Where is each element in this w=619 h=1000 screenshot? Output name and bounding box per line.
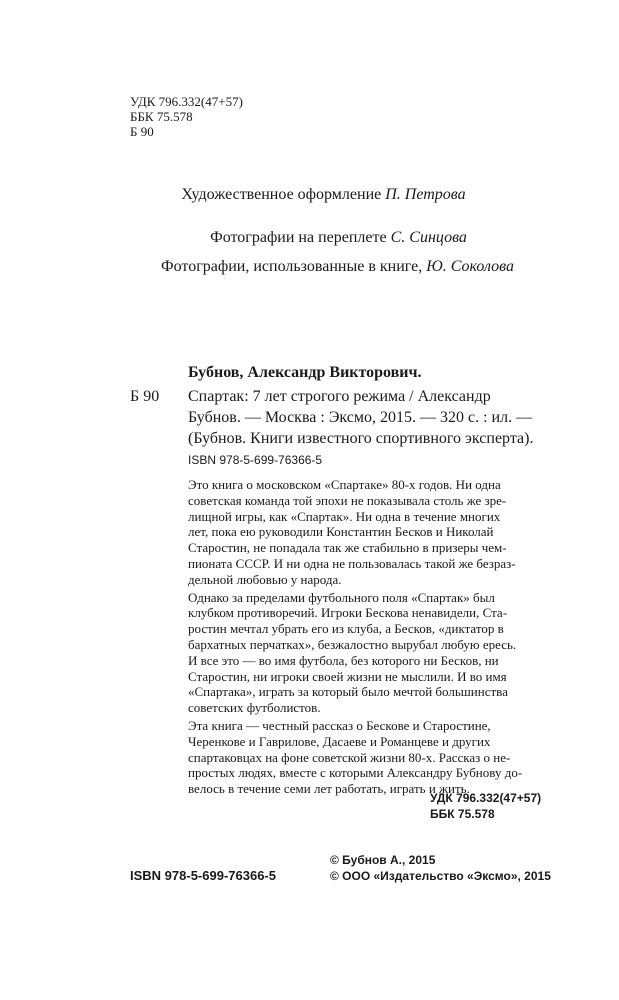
- design-credit: [0, 185, 619, 205]
- book-photos-credit: [0, 257, 619, 277]
- bib-text: [188, 386, 550, 449]
- footer-udk-code: УДК 796.332(47+57): [430, 791, 542, 805]
- annotation-line: дельной любовью у народа.: [188, 571, 342, 587]
- design-credit-label: Художественное оформление: [181, 186, 382, 203]
- bib-line: (Бубнов. Книги известного спортивного эксперта).: [188, 430, 534, 447]
- annotation-line: спартаковцах на фоне советской жизни 80-х. Рассказ о не-: [188, 749, 511, 765]
- annotation-line: ростин мечтал убрать его из клуба, а Бесков, «диктатор в: [188, 621, 504, 637]
- author-mark: Б 90: [130, 124, 154, 139]
- bib-line: Спартак: 7 лет строгого режима / Александр: [188, 388, 491, 405]
- annotation: [188, 477, 541, 797]
- annotation-line: советская команда той эпохи не показывала столь же зре-: [188, 492, 507, 508]
- bib-description: [130, 386, 550, 449]
- annotation-line: велось в течение семи лет работать, играть и жить.: [188, 781, 470, 797]
- credits: [0, 185, 619, 277]
- annotation-line: Черенкове и Гаврилове, Дасаеве и Романцеве и других: [188, 733, 491, 749]
- annotation-line: советских футболистов.: [188, 700, 321, 716]
- annotation-line: Старостин, не попадала так же стабильно в призеры чем-: [188, 540, 507, 556]
- footer-isbn: ISBN 978-5-699-76366-5: [130, 868, 276, 883]
- bbk-code: ББК 75.578: [130, 109, 193, 124]
- annotation-line: лищной игры, как «Спартак». Ни одна в течение многих: [188, 508, 501, 524]
- annotation-paragraph: [188, 477, 541, 588]
- cover-photos-label: Фотографии на переплете: [210, 229, 387, 246]
- bibliographic-record: [130, 362, 550, 468]
- footer-bbk-code: ББК 75.578: [430, 807, 495, 821]
- annotation-line: пионата СССР. И ни одна не пользовалась такой же безраз-: [188, 555, 516, 571]
- annotation-line: лет, пока ею руководили Константин Бесков и Николай: [188, 524, 494, 540]
- annotation-paragraph: [188, 590, 541, 716]
- classification-codes: [130, 94, 243, 139]
- design-credit-name: П. Петрова: [385, 186, 466, 203]
- bib-line: Бубнов. — Москва : Эксмо, 2015. — 320 с. : ил. —: [188, 409, 533, 426]
- copyright-publisher: © ООО «Издательство «Эксмо», 2015: [330, 869, 551, 883]
- annotation-line: Старостин, ни игроки своей жизни не мыслили. И во имя: [188, 668, 507, 684]
- book-photos-label: Фотографии, использованные в книге,: [161, 258, 423, 275]
- annotation-line: Это книга о московском «Спартаке» 80-х годов. Ни одна: [188, 477, 501, 492]
- annotation-line: «Спартака», играть за который было мечтой большинства: [188, 684, 508, 700]
- annotation-line: бархатных перчатках», безжалостно вырубал любую ересь.: [188, 636, 517, 652]
- cover-photos-credit: [0, 228, 619, 248]
- udk-code: УДК 796.332(47+57): [130, 94, 243, 109]
- annotation-paragraph: [188, 718, 541, 797]
- copyright-author: © Бубнов А., 2015: [330, 853, 436, 867]
- cover-photos-name: С. Синцова: [390, 229, 467, 246]
- annotation-line: Однако за пределами футбольного поля «Спартак» был: [188, 589, 495, 605]
- annotation-line: И все это — во имя футбола, без которого ни Бесков, ни: [188, 652, 499, 668]
- bib-author-mark: Б 90: [130, 388, 160, 405]
- copyright-block: [330, 852, 551, 884]
- bib-author: Бубнов, Александр Викторович.: [188, 364, 422, 381]
- book-photos-name: Ю. Соколова: [426, 258, 514, 275]
- annotation-line: клубком противоречий. Игроки Бескова ненавидели, Ста-: [188, 605, 508, 621]
- annotation-line: Эта книга — честный рассказ о Бескове и Старостине,: [188, 717, 491, 733]
- annotation-line: простых людях, вместе с которыми Александру Бубнову до-: [188, 765, 523, 781]
- footer-classification-codes: [430, 790, 541, 822]
- bib-isbn: ISBN 978-5-699-76366-5: [188, 453, 323, 467]
